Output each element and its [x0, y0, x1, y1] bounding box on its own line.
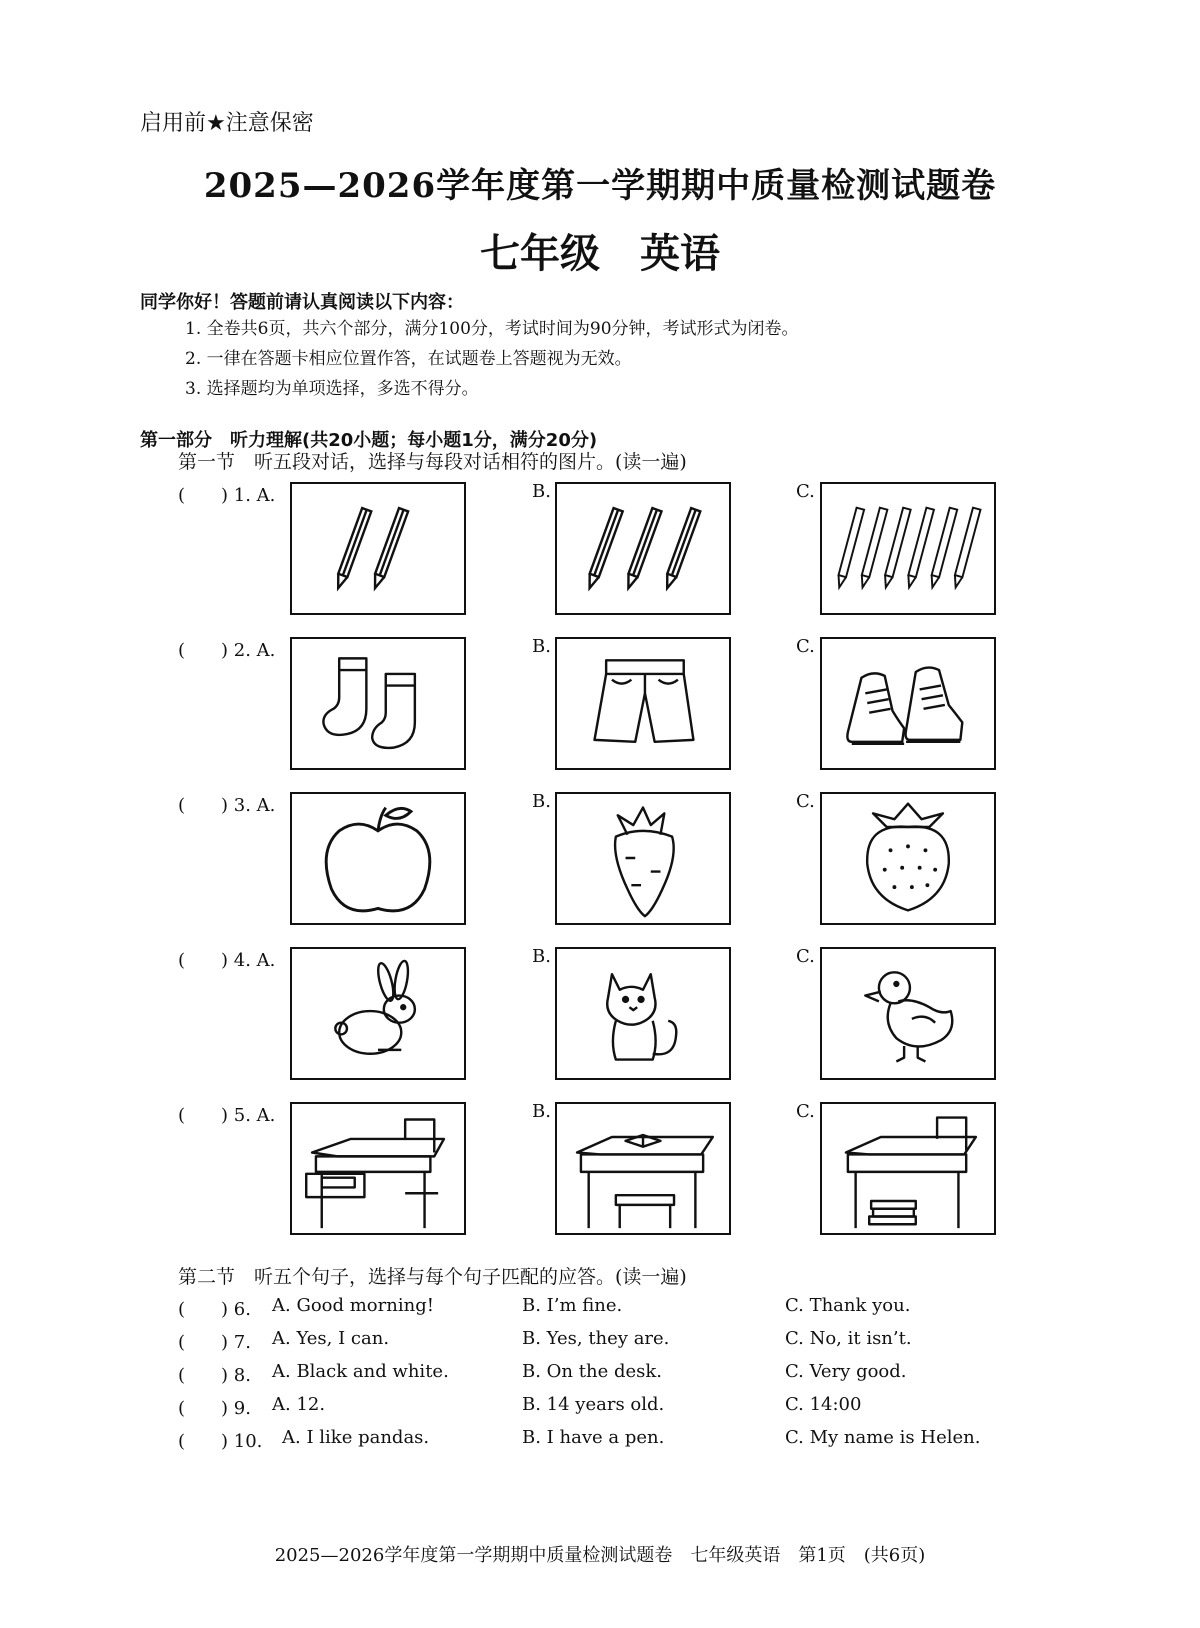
desk-book-on-top-icon — [557, 1104, 729, 1233]
duck-icon — [822, 949, 994, 1078]
option-c-label: C. — [796, 1101, 815, 1122]
option-a-text: A. Good morning! — [272, 1295, 434, 1316]
notice-greeting: 同学你好！答题前请认真阅读以下内容： — [140, 292, 464, 313]
question-number: ( ) 5. A. — [178, 1105, 276, 1126]
notice-item: 3. 选择题均为单项选择，多选不得分。 — [185, 379, 479, 399]
option-b-picture[interactable] — [555, 482, 731, 615]
option-c-picture[interactable] — [820, 792, 996, 925]
option-c-label: C. — [796, 946, 815, 967]
option-b-text: B. On the desk. — [522, 1361, 662, 1382]
section2-title: 第二节 听五个句子，选择与每个句子匹配的应答。(读一遍) — [178, 1266, 687, 1288]
question-number: ( ) 8. — [178, 1365, 251, 1386]
option-b-text: B. Yes, they are. — [522, 1328, 670, 1349]
option-a-picture[interactable] — [290, 1102, 466, 1235]
confidential-label: 启用前★注意保密 — [140, 111, 314, 136]
exam-title: 2025—2026学年度第一学期期中质量检测试题卷 — [203, 166, 997, 206]
option-c-label: C. — [796, 791, 815, 812]
strawberry-icon — [822, 794, 994, 923]
option-a-picture[interactable] — [290, 792, 466, 925]
option-c-text: C. My name is Helen. — [785, 1427, 981, 1448]
option-c-picture[interactable] — [820, 947, 996, 1080]
question-number: ( ) 9. — [178, 1398, 251, 1419]
option-b-picture[interactable] — [555, 947, 731, 1080]
question-number: ( ) 4. A. — [178, 950, 276, 971]
option-a-text: A. Yes, I can. — [272, 1328, 390, 1349]
option-a-text: A. 12. — [272, 1394, 326, 1415]
option-c-picture[interactable] — [820, 1102, 996, 1235]
option-a-picture[interactable] — [290, 637, 466, 770]
option-a-text: A. I like pandas. — [282, 1427, 430, 1448]
option-b-label: B. — [532, 1101, 551, 1122]
option-b-picture[interactable] — [555, 792, 731, 925]
part1-title: 第一部分 听力理解(共20小题；每小题1分，满分20分) — [140, 430, 598, 451]
question-number: ( ) 6. — [178, 1299, 251, 1320]
option-c-picture[interactable] — [820, 482, 996, 615]
option-b-label: B. — [532, 636, 551, 657]
desk-open-drawer-icon — [292, 1104, 464, 1233]
notice-item: 1. 全卷共6页，共六个部分，满分100分，考试时间为90分钟，考试形式为闭卷。 — [185, 319, 799, 339]
option-b-picture[interactable] — [555, 637, 731, 770]
option-c-text: C. Very good. — [785, 1361, 907, 1382]
notice-item: 2. 一律在答题卡相应位置作答，在试题卷上答题视为无效。 — [185, 349, 632, 369]
rabbit-icon — [292, 949, 464, 1078]
option-c-text: C. No, it isn’t. — [785, 1328, 912, 1349]
six-pencils-icon — [822, 484, 994, 613]
two-pencils-icon — [292, 484, 464, 613]
option-b-picture[interactable] — [555, 1102, 731, 1235]
option-a-picture[interactable] — [290, 482, 466, 615]
section1-title: 第一节 听五段对话，选择与每段对话相符的图片。(读一遍) — [178, 451, 687, 473]
option-b-text: B. I have a pen. — [522, 1427, 665, 1448]
option-b-text: B. 14 years old. — [522, 1394, 665, 1415]
question-number: ( ) 2. A. — [178, 640, 276, 661]
page-footer: 2025—2026学年度第一学期期中质量检测试题卷 七年级英语 第1页 (共6页) — [274, 1545, 926, 1566]
option-c-picture[interactable] — [820, 637, 996, 770]
question-number: ( ) 3. A. — [178, 795, 276, 816]
sneakers-icon — [822, 639, 994, 768]
option-b-label: B. — [532, 791, 551, 812]
option-c-text: C. Thank you. — [785, 1295, 911, 1316]
option-c-text: C. 14:00 — [785, 1394, 862, 1415]
question-number: ( ) 7. — [178, 1332, 251, 1353]
option-a-text: A. Black and white. — [272, 1361, 449, 1382]
option-b-label: B. — [532, 946, 551, 967]
option-b-label: B. — [532, 481, 551, 502]
socks-icon — [292, 639, 464, 768]
desk-books-under-icon — [822, 1104, 994, 1233]
carrot-icon — [557, 794, 729, 923]
shorts-icon — [557, 639, 729, 768]
three-pencils-icon — [557, 484, 729, 613]
question-number: ( ) 1. A. — [178, 485, 276, 506]
option-c-label: C. — [796, 636, 815, 657]
option-c-label: C. — [796, 481, 815, 502]
option-b-text: B. I’m fine. — [522, 1295, 623, 1316]
exam-subtitle: 七年级 英语 — [480, 230, 720, 277]
question-number: ( ) 10. — [178, 1431, 263, 1452]
option-a-picture[interactable] — [290, 947, 466, 1080]
apple-icon — [292, 794, 464, 923]
cat-icon — [557, 949, 729, 1078]
